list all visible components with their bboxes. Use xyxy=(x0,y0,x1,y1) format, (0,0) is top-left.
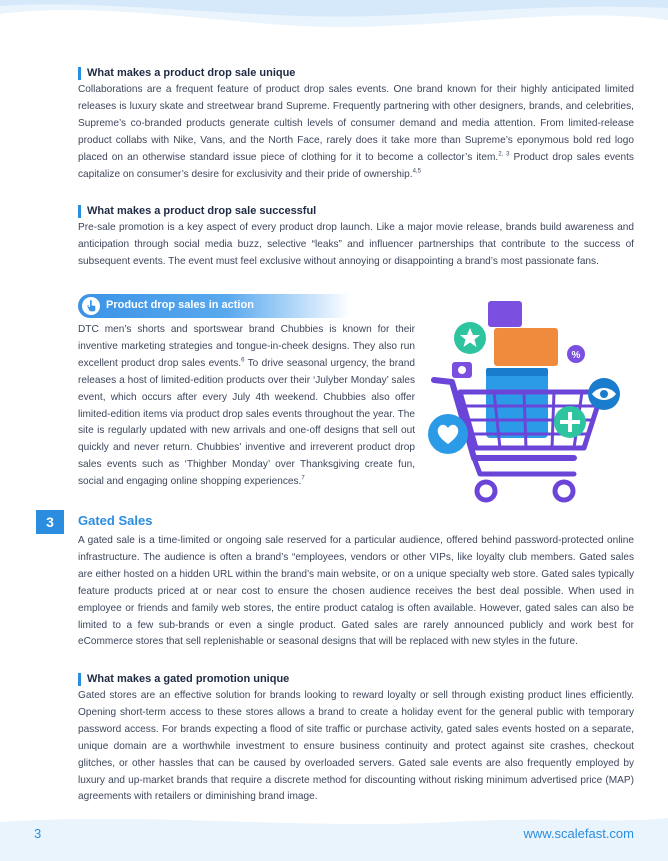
heart-icon xyxy=(428,414,468,454)
eye-icon xyxy=(588,378,620,410)
gated-sales-body: A gated sale is a time-limited or ongoing sale reserved for a particular audience, offered behind password-protected online infrastructure. The audience is often a brand’s “employees, vendors or other VIPs, like loyalty club members. Gated sales are either hosted on a hidden URL within the brand’s main website, or on a unique specialty web store. Gated sales typically feature products priced at or near cost to ensure the chosen audience receives the best deal possible. When used in employee or friends and family web stores, the entire product catalog is often available. However, gated sales can also be limited to a few sub-brands or even a single product. Gated sales are rarely announced publicly and work best for eCommerce stores that sell replenishable or seasonal designs that will be replaced with new styles in the future. xyxy=(78,535,634,648)
action-banner xyxy=(78,294,350,318)
section-body-successful: Pre-sale promotion is a key aspect of every product drop launch. Like a major movie release, brands build awareness and anticipation through social media buzz, selective “leaks” and influencer partnerships that contribute to the success of subsequent events. The event must feel exclusive without annoying or disappointing a brand’s most passionate fans. xyxy=(78,222,634,267)
header-wave xyxy=(0,0,668,60)
action-body: DTC men’s shorts and sportswear brand Chubbies is known for their inventive marketing strategies and tongue-in-cheek designs. They also run excellent product drop sales events.$^6$ To drive seasonal urgency, the brand releases a host of limited-edition products over their ‘Julyber Monday’ sales event, which occurs after every July 4th weekend. Chubbies also offer limited-edition items via product drop sales events throughout the year. The site is regularly updated with new arrivals and one-off designs that sell out quickly and never return. Chubbies’ inventive and irreverent product drop sales events such as ‘Thighber Monday’ over Thanksgiving create fun, social and engaging online shopping experiences.$^7$ xyxy=(78,324,415,488)
star-icon xyxy=(454,322,486,354)
footer-url-link[interactable]: www.scalefast.com xyxy=(523,826,634,841)
section-body-unique: Collaborations are a frequent feature of product drop sales events. One brand known for their highly anticipated limited releases is luxury skate and streetwear brand Supreme. Frequently partnering with other designers, brands, and celebrities, Supreme’s co-branded products generate cultish levels of consumer demand and media attention. From limited-release product collabs with Nike, Vans, and the North Face, rarely does it take more than Supreme’s eponymous bold red logo placed on an otherwise standard issue piece of clothing for it to become a collector’s item.$^{2, 3}$ Product drop sales events capitalize on consumer’s desire for exclusivity and their pride of ownership.$^{4,5}$ xyxy=(78,84,634,180)
hand-pointer-icon xyxy=(82,297,100,315)
shopping-cart-illustration xyxy=(424,298,634,508)
camera-icon xyxy=(452,362,472,378)
gated-sales-title: Gated Sales xyxy=(78,513,153,528)
svg-text:%: % xyxy=(571,350,581,361)
percent-icon xyxy=(567,345,585,363)
page-number: 3 xyxy=(34,826,42,841)
action-banner-label: Product drop sales in action xyxy=(106,299,254,311)
section-number-badge: 3 xyxy=(36,510,64,534)
section-heading-successful: What makes a product drop sale successful xyxy=(78,205,316,218)
section-heading-gated-unique: What makes a gated promotion unique xyxy=(78,673,289,686)
section-body-gated-unique: Gated stores are an effective solution for brands looking to reward loyalty or sell through existing product lines efficiently. Opening short-term access to these stores allows a brand to create a holiday event for the general public with temporary password access. For brands expecting a flood of site traffic or purchase activity, gated sales events hosted on a separate, unique domain are a worthwhile investment to ensure business continuity and protect against site crashes, checkout glitches, or other hassles that can be caused by overloaded servers. Gated sale events are also frequently employed by luxury and up-market brands that require a discrete method for discounting without risking minimum advertised price (MAP) agreements with retailers or diminishing brand image. xyxy=(78,690,634,803)
plus-icon xyxy=(554,406,586,438)
section-heading-unique: What makes a product drop sale unique xyxy=(78,67,295,80)
